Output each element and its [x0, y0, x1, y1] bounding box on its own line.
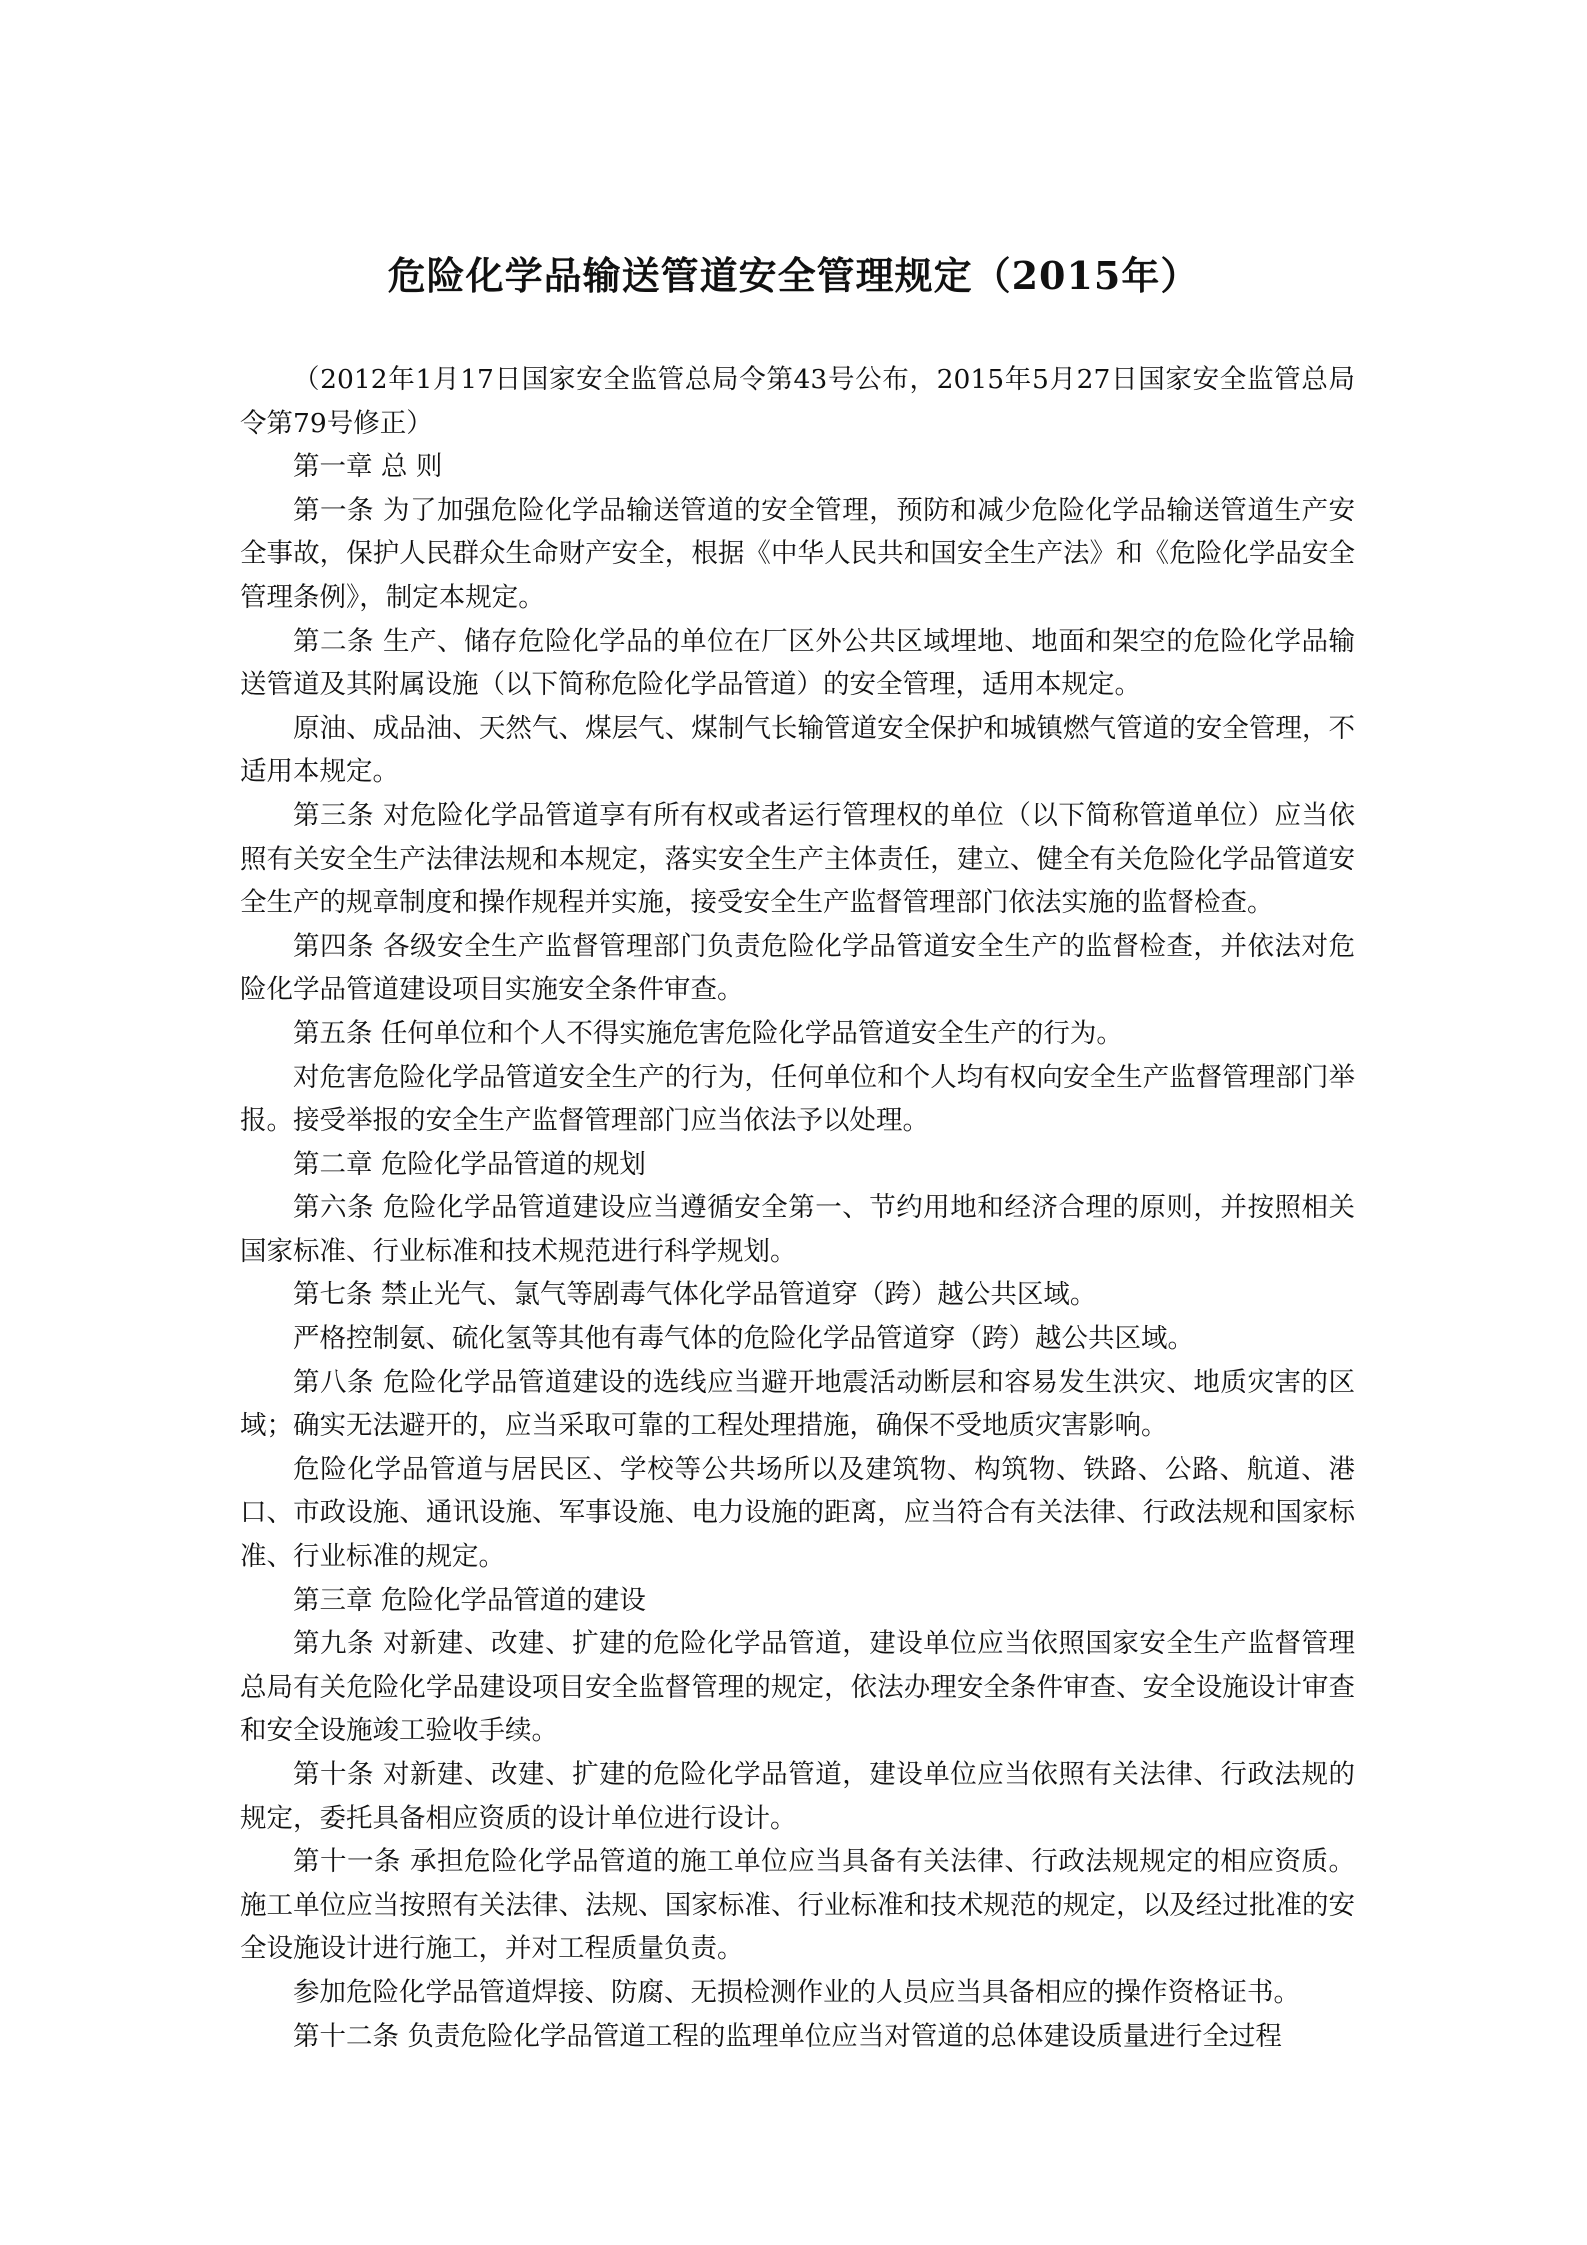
article-11-paragraph-2: 参加危险化学品管道焊接、防腐、无损检测作业的人员应当具备相应的操作资格证书。 — [293, 1976, 1300, 2008]
article-2-paragraph-2: 原油、成品油、天然气、煤层气、煤制气长输管道安全保护和城镇燃气管道的安全管理，不适用本规定。 — [240, 712, 1355, 788]
article-11: 第十一条 承担危险化学品管道的施工单位应当具备有关法律、行政法规规定的相应资质。施工单位应当按照有关法律、法规、国家标准、行业标准和技术规范的规定，以及经过批准的安全设施设计进行施工，并对工程质量负责。 — [240, 1846, 1355, 1965]
article-7: 第七条 禁止光气、氯气等剧毒气体化学品管道穿（跨）越公共区域。 — [293, 1279, 1097, 1311]
chapter-heading-1: 第一章 总 则 — [293, 451, 443, 483]
document-title: 危险化学品输送管道安全管理规定（2015年） — [387, 253, 1200, 298]
source-note: （2012年1月17日国家安全监管总局令第43号公布，2015年5月27日国家安全监管总局令第79号修正） — [240, 364, 1355, 439]
article-9: 第九条 对新建、改建、扩建的危险化学品管道，建设单位应当依照国家安全生产监督管理总局有关危险化学品建设项目安全监督管理的规定，依法办理安全条件审查、安全设施设计审查和安全设施竣工验收手续。 — [240, 1628, 1355, 1747]
article-4: 第四条 各级安全生产监督管理部门负责危险化学品管道安全生产的监督检查，并依法对危险化学品管道建设项目实施安全条件审查。 — [240, 930, 1355, 1006]
article-10: 第十条 对新建、改建、扩建的危险化学品管道，建设单位应当依照有关法律、行政法规的规定，委托具备相应资质的设计单位进行设计。 — [240, 1759, 1355, 1834]
article-8: 第八条 危险化学品管道建设的选线应当避开地震活动断层和容易发生洪灾、地质灾害的区域；确实无法避开的，应当采取可靠的工程处理措施，确保不受地质灾害影响。 — [240, 1366, 1355, 1442]
article-8-paragraph-2: 危险化学品管道与居民区、学校等公共场所以及建筑物、构筑物、铁路、公路、航道、港口、市政设施、通讯设施、军事设施、电力设施的距离，应当符合有关法律、行政法规和国家标准、行业标准的规定。 — [240, 1453, 1355, 1573]
chapter-heading-2: 第二章 危险化学品管道的规划 — [293, 1148, 646, 1180]
chapter-heading-3: 第三章 危险化学品管道的建设 — [293, 1584, 646, 1616]
article-7-paragraph-2: 严格控制氨、硫化氢等其他有毒气体的危险化学品管道穿（跨）越公共区域。 — [293, 1323, 1194, 1355]
article-12: 第十二条 负责危险化学品管道工程的监理单位应当对管道的总体建设质量进行全过程 — [293, 2020, 1282, 2052]
article-3: 第三条 对危险化学品管道享有所有权或者运行管理权的单位（以下简称管道单位）应当依照有关安全生产法律法规和本规定，落实安全生产主体责任，建立、健全有关危险化学品管道安全生产的规章制度和操作规程并实施，接受安全生产监督管理部门依法实施的监督检查。 — [240, 799, 1355, 919]
article-2: 第二条 生产、储存危险化学品的单位在厂区外公共区域埋地、地面和架空的危险化学品输送管道及其附属设施（以下简称危险化学品管道）的安全管理，适用本规定。 — [240, 625, 1355, 701]
article-6: 第六条 危险化学品管道建设应当遵循安全第一、节约用地和经济合理的原则，并按照相关国家标准、行业标准和技术规范进行科学规划。 — [240, 1192, 1355, 1267]
article-5-paragraph-2: 对危害危险化学品管道安全生产的行为，任何单位和个人均有权向安全生产监督管理部门举报。接受举报的安全生产监督管理部门应当依法予以处理。 — [240, 1061, 1355, 1137]
article-5: 第五条 任何单位和个人不得实施危害危险化学品管道安全生产的行为。 — [293, 1017, 1123, 1049]
article-1: 第一条 为了加强危险化学品输送管道的安全管理，预防和减少危险化学品输送管道生产安全事故，保护人民群众生命财产安全，根据《中华人民共和国安全生产法》和《危险化学品安全管理条例》，制定本规定。 — [240, 494, 1355, 613]
document-body — [240, 358, 1355, 2058]
